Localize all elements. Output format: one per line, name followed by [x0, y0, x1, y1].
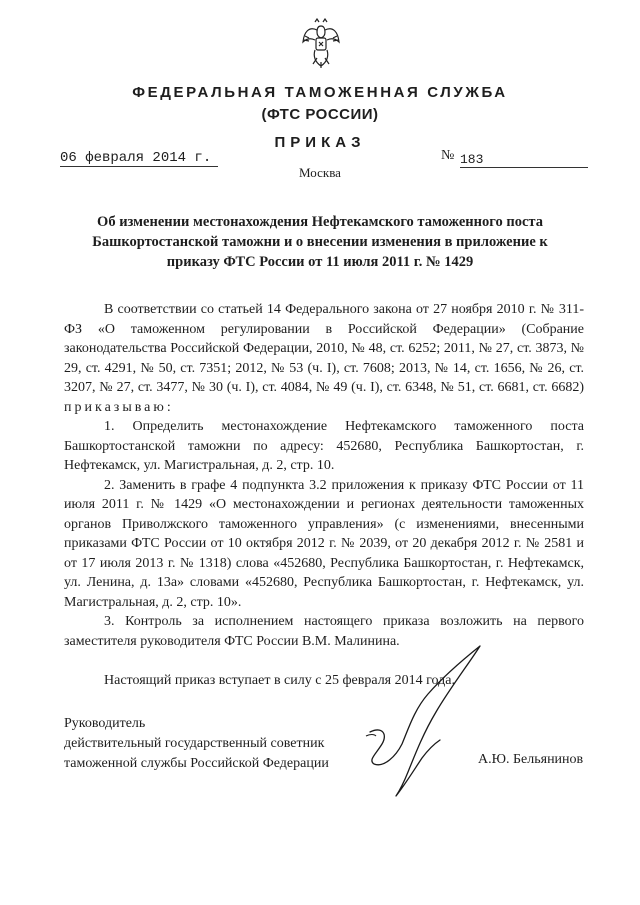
- signatory-line-1: Руководитель: [64, 716, 146, 731]
- document-type: ПРИКАЗ: [274, 134, 366, 151]
- order-number: 183: [460, 152, 588, 168]
- item-2: 2. Заменить в графе 4 подпункта 3.2 приложения к приказу ФТС России от 11 июля 2011 г. № 1429 «О местонахождении и регионах деятельности таможенных органов Приволжского таможенного управления» (с изменениями, внесенными приказами ФТС России от 10 октября 2012 г. № 2039, от 20 декабря 2012 г. № 2581 и от 17 июля 2013 г. № 1318) слова «452680, Республика Башкортостан, г. Нефтекамск, ул. Ленина, д. 13а» словами «452680, Республика Башкортостан, г. Нефтекамск, ул. Магистральная, д. 2, стр. 10».: [64, 477, 584, 610]
- item-1: 1. Определить местонахождение Нефтекамского таможенного поста Башкортостанской таможни по адресу: 452680, Республика Башкортостан, г. Нефтекамск, ул. Магистральная, д. 2, стр. 10.: [64, 419, 584, 473]
- coat-of-arms-icon: [301, 18, 341, 70]
- signatory-line-3: таможенной службы Российской Федерации: [64, 756, 329, 771]
- agency-short-name: (ФТС РОССИИ): [261, 106, 379, 123]
- signatory-line-2: действительный государственный советник: [64, 736, 325, 751]
- handwritten-signature-icon: [330, 640, 510, 800]
- preamble-text: В соответствии со статьей 14 Федерального закона от 27 ноября 2010 г. № 311-ФЗ «О таможенном регулировании в Российской Федерации» (Собрание законодательства Российской Федерации, 2010, № 48, ст. 6252; 2011, № 27, ст. 3873, № 29, ст. 4291, № 50, ст. 7351; 2012, № 53 (ч. I), ст. 7608; 2013, № 14, ст. 1656, № 26, ст. 3207, № 27, ст. 3477, № 30 (ч. I), ст. 4084, № 49 (ч. I), ст. 6348, № 51, ст. 6681, ст. 6682): [64, 302, 584, 395]
- order-city: Москва: [299, 165, 341, 180]
- order-number-label: №: [441, 148, 455, 163]
- order-word: приказываю:: [64, 399, 174, 415]
- agency-name: ФЕДЕРАЛЬНАЯ ТАМОЖЕННАЯ СЛУЖБА: [132, 84, 508, 101]
- signer-name: А.Ю. Бельянинов: [478, 752, 584, 767]
- signatory-title: [64, 714, 329, 774]
- item-3: 3. Контроль за исполнением настоящего приказа возложить на первого заместителя руководителя ФТС России В.М. Малинина.: [64, 614, 584, 649]
- effective-date-paragraph: Настоящий приказ вступает в силу с 25 февраля 2014 года.: [104, 673, 455, 688]
- preamble-paragraph: [64, 300, 584, 417]
- document-title: Об изменении местонахождения Нефтекамского таможенного поста Башкортостанской таможни и о внесении изменения в приложение к приказу ФТС России от 11 июля 2011 г. № 1429: [92, 214, 548, 270]
- document-body: [64, 300, 584, 691]
- order-date: 06 февраля 2014 г.: [60, 150, 218, 167]
